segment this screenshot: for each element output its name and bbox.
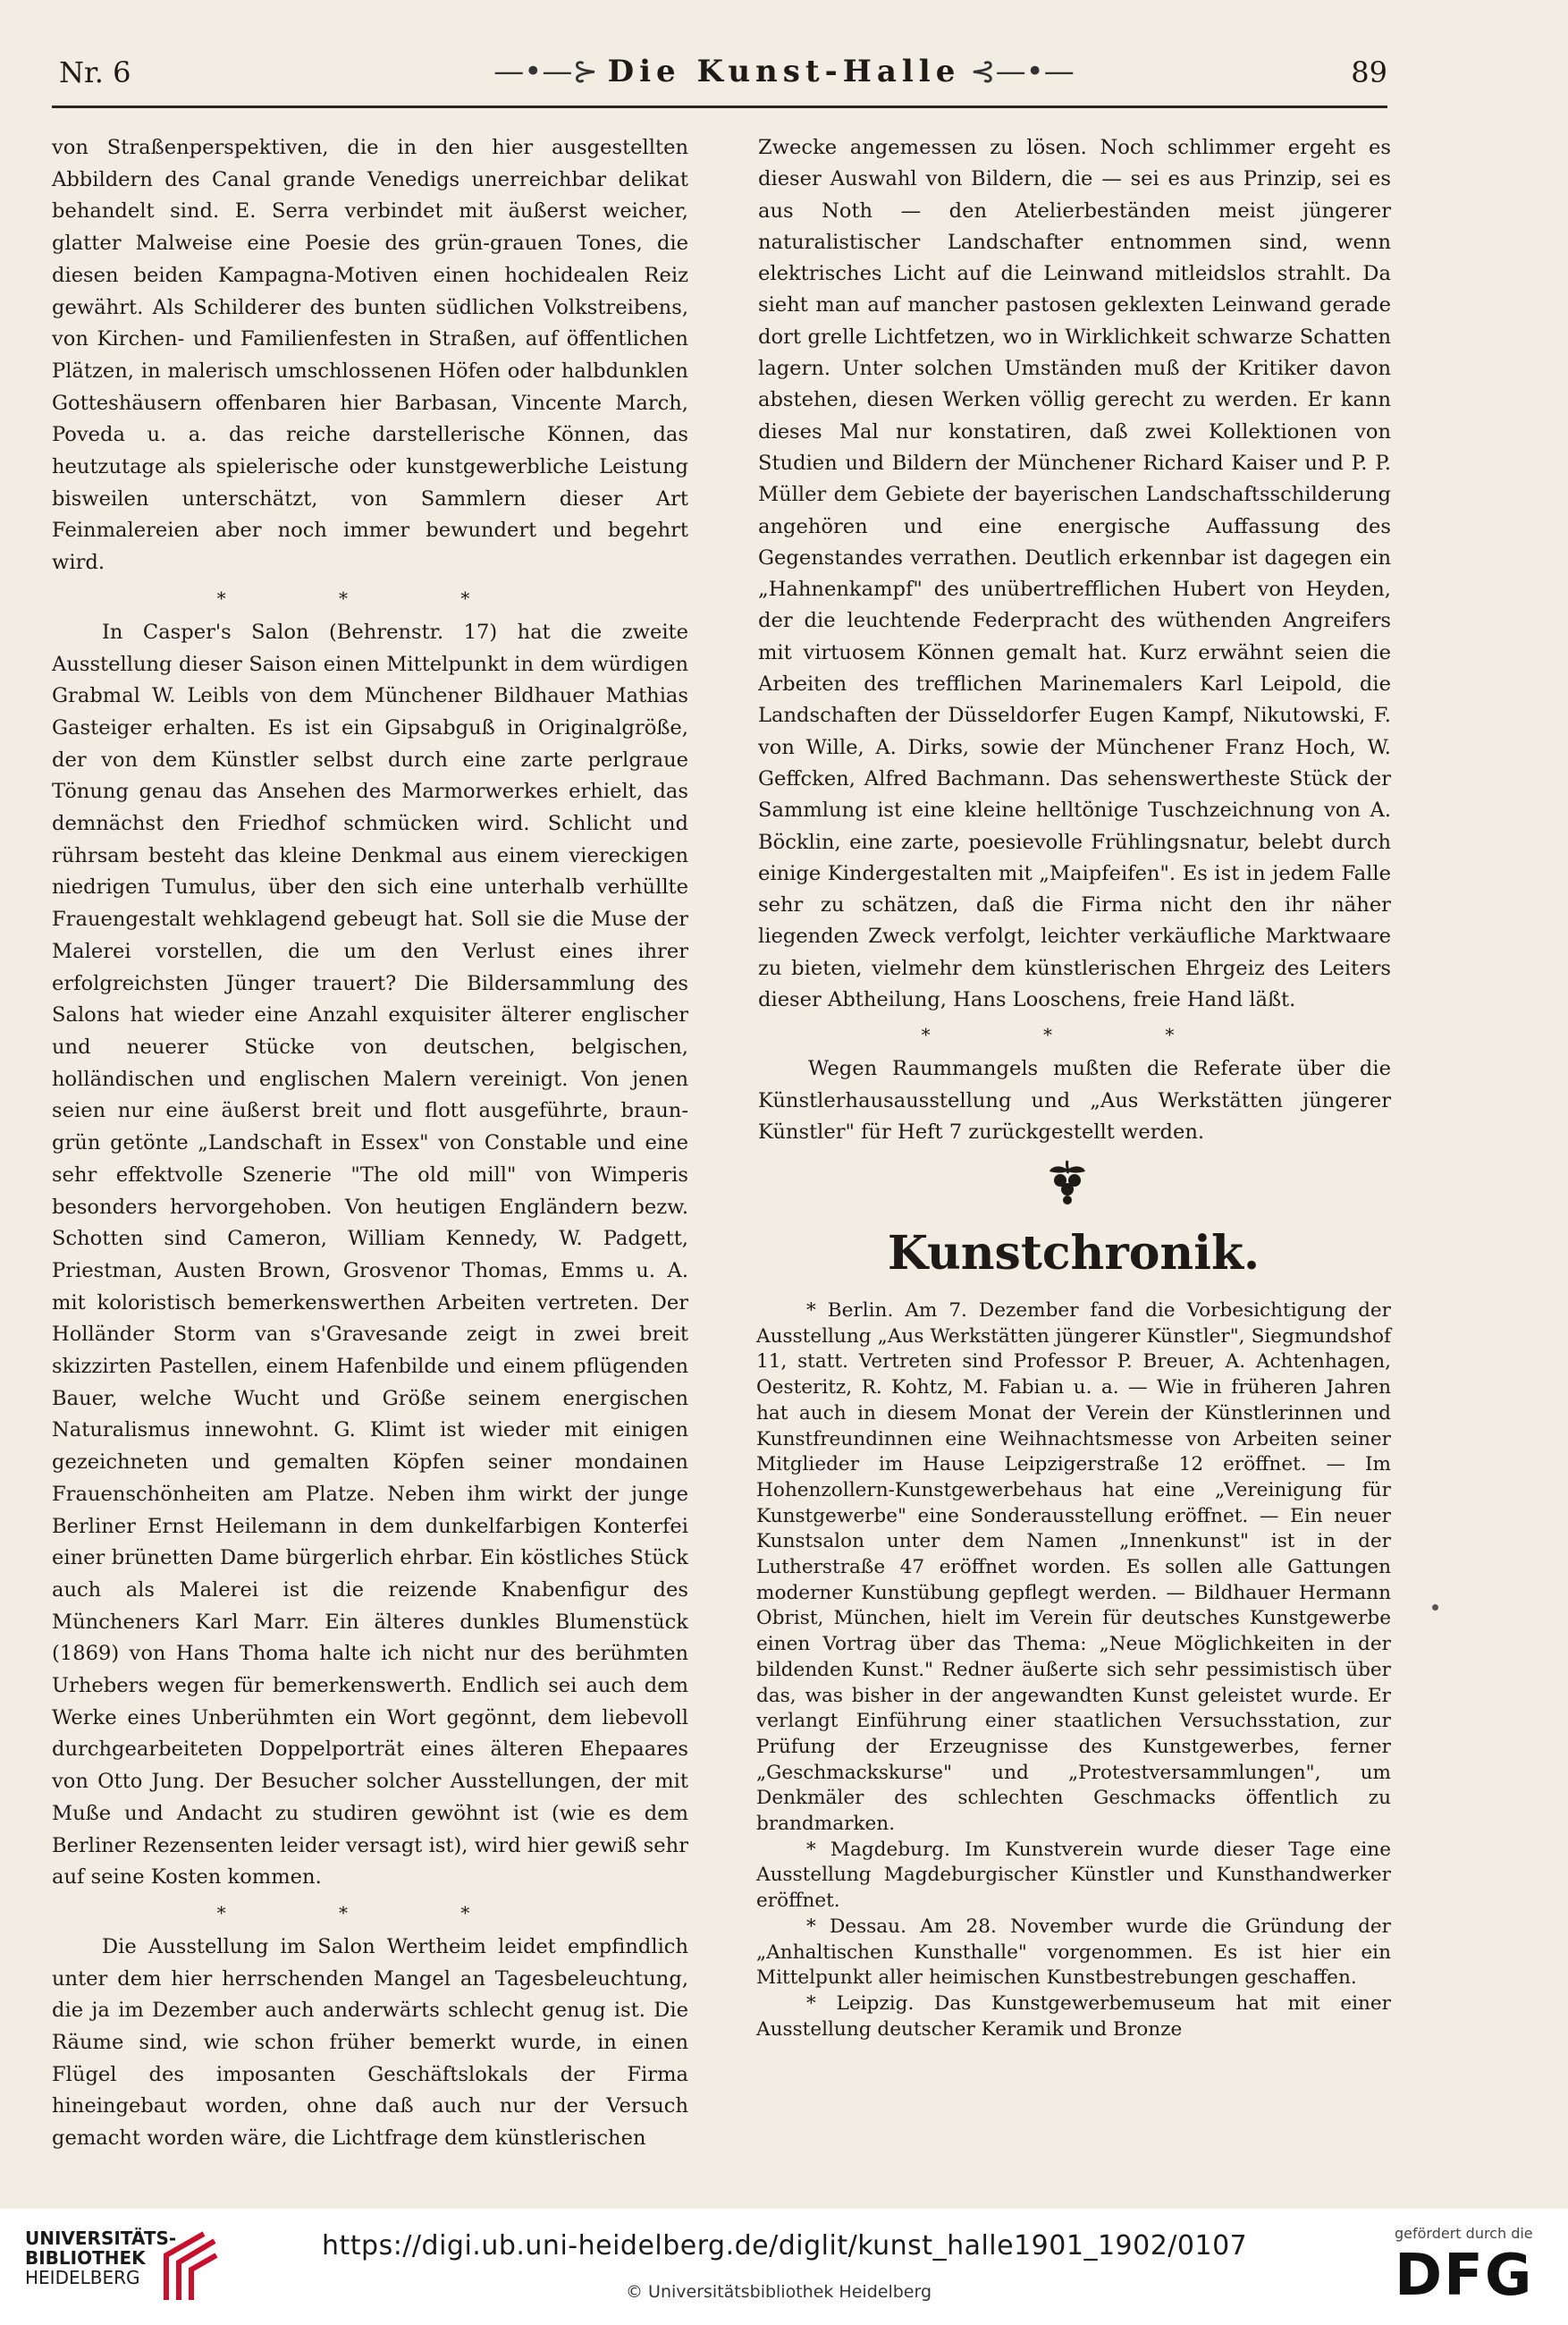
header-rule — [52, 106, 1387, 108]
issue-number: Nr. 6 — [59, 55, 131, 89]
library-emblem-icon — [159, 2228, 222, 2307]
funding-note: gefördert durch die — [1395, 2225, 1533, 2242]
chronicle-entry-dessau: * Dessau. Am 28. November wurde die Gründung der „Anhaltischen Kunsthalle" vorgenommen. Es ist hier ein Mittelpunkt aller heimischen Kunstbestrebungen geschaffen. — [756, 1915, 1391, 1990]
journal-title-text: Die Kunst-Halle — [607, 54, 961, 89]
copyright-note: © Universitätsbibliothek Heidelberg — [626, 2282, 932, 2302]
permalink-url[interactable]: https://digi.ub.uni-heidelberg.de/diglit/kunst_halle1901_1902/0107 — [322, 2230, 1248, 2262]
page-number: 89 — [1351, 55, 1387, 89]
left-column — [52, 132, 688, 2155]
section-separator: * * * — [216, 1901, 524, 1923]
grape-ornament-icon — [1042, 1157, 1092, 1207]
chronicle-entry-magdeburg: * Magdeburg. Im Kunstverein wurde dieser Tage eine Ausstellung Magdeburgischer Künstler und Kunsthandwerker eröffnet. — [756, 1838, 1391, 1913]
dfg-logo[interactable]: DFG — [1395, 2243, 1534, 2309]
header-ornament-left: —•—⊱ — [493, 54, 608, 89]
section-separator: * * * — [921, 1024, 1228, 1046]
chronicle-column — [756, 1298, 1391, 2042]
margin-mark — [1432, 1604, 1438, 1611]
section-separator: * * * — [216, 587, 524, 609]
journal-title — [465, 54, 1103, 89]
paragraph-right-1: Zwecke angemessen zu lösen. Noch schlimmer ergeht es dieser Auswahl von Bildern, die — sei es aus Prinzip, sei es aus Noth — den Atelierbeständen meist jüngerer naturalistischer Landschafter entnommen sind, wenn elektrisches Licht auf die Leinwand mitleidslos strahlt. Da sieht man auf mancher pastosen geklexten Leinwand gerade dort grelle Lichtfetzen, wo in Wirklichkeit schwarze Schatten lagern. Unter solchen Umständen muß der Kritiker davon abstehen, diesen Werken völlig gerecht zu werden. Er kann dieses Mal nur konstatiren, daß zwei Kollektionen von Studien und Bildern der Münchener Richard Kaiser und P. P. Müller dem Gebiete der bayerischen Landschaftsschilderung angehören und eine energische Auffassung des Gegenstandes verrathen. Deutlich erkennbar ist dagegen ein „Hahnenkampf" des unübertrefflichen Hubert von Heyden, der die leuchtende Federpracht des wüthenden Angreifers mit virtuosem Können gemalt hat. Kurz erwähnt seien die Arbeiten des trefflichen Marinemalers Karl Leipold, die Landschaften der Düsseldorfer Eugen Kampf, Nikutowski, F. von Wille, A. Dirks, sowie der Münchener Franz Hoch, W. Geffcken, Alfred Bachmann. Das sehenswertheste Stück der Sammlung ist eine kleine helltönige Tuschzeichnung von A. Böcklin, eine zarte, poesievolle Frühlingsnatur, belebt durch einige Kindergestalten mit „Maipfeifen". Es ist in jedem Falle sehr zu schätzen, daß die Firma nicht den ihr näher liegenden Zweck verfolgt, leichter verkäufliche Marktwaare zu bieten, vielmehr dem künstlerischen Ehrgeiz des Leiters dieser Abtheilung, Hans Looschens, freie Hand läßt. — [758, 136, 1391, 1012]
section-title-kunstchronik: Kunstchronik. — [887, 1226, 1260, 1281]
header-ornament-right: ⊰—•— — [960, 54, 1075, 89]
library-name: UNIVERSITÄTS- BIBLIOTHEK HEIDELBERG — [25, 2228, 177, 2288]
paragraph-right-2: Wegen Raummangels mußten die Referate über die Künstlerhausausstellung und „Aus Werkstätten jüngerer Künstler" für Heft 7 zurückgestellt werden. — [758, 1057, 1391, 1144]
right-column — [758, 132, 1391, 1148]
paragraph-left-3: Die Ausstellung im Salon Wertheim leidet empfindlich unter dem hier herrschenden Mangel an Tagesbeleuchtung, die ja im Dezember auch anderwärts schlecht genug ist. Die Räume sind, wie schon früher bemerkt wurde, in einen Flügel des imposanten Geschäftslokals der Firma hineingebaut worden, ohne daß auch nur der Versuch gemacht worden wäre, die Lichtfrage dem künstlerischen — [52, 1934, 688, 2151]
paragraph-left-1: von Straßenperspektiven, die in den hier ausgestellten Abbildern des Canal grande Venedigs unerreichbar delikat behandelt sind. E. Serra verbindet mit äußerst weicher, glatter Malweise eine Poesie des grün-grauen Tones, die diesen beiden Kampagna-Motiven einen hochidealen Reiz gewährt. Als Schilderer des bunten südlichen Volkstreibens, von Kirchen- und Familienfesten in Straßen, auf öffentlichen Plätzen, in malerisch umschlossenen Höfen oder halbdunklen Gotteshäusern offenbaren hier Barbasan, Vincente March, Poveda u. a. das reiche darstellerische Können, das heutzutage als spielerische oder kunstgewerbliche Leistung bisweilen unterschätzt, von Sammlern dieser Art Feinmalereien aber noch immer bewundert und begehrt wird. — [52, 136, 688, 575]
library-logo[interactable] — [25, 2228, 231, 2309]
chronicle-entry-leipzig: * Leipzig. Das Kunstgewerbemuseum hat mit einer Ausstellung deutscher Keramik und Bronze — [756, 1991, 1391, 2041]
chronicle-entry-berlin: * Berlin. Am 7. Dezember fand die Vorbesichtigung der Ausstellung „Aus Werkstätten jüngerer Künstler", Siegmundshof 11, statt. Vertreten sind Professor P. Breuer, A. Achtenhagen, Oesteritz, R. Kohtz, M. Fabian u. a. — Wie in früheren Jahren hat auch in diesem Monat der Verein der Künstlerinnen und Kunstfreundinnen eine Weihnachtsmesse von Arbeiten seiner Mitglieder im Hause Leipzigerstraße 12 eröffnet. — Im Hohenzollern-Kunstgewerbehaus hat eine „Vereinigung für Kunstgewerbe" eine Sonderausstellung eröffnet. — Ein neuer Kunstsalon unter dem Namen „Innenkunst" ist in der Lutherstraße 47 eröffnet worden. Es sollen alle Gattungen moderner Kunstübung gepflegt werden. — Bildhauer Hermann Obrist, München, hielt im Verein für deutsches Kunstgewerbe einen Vortrag über das Thema: „Neue Möglichkeiten in der bildenden Kunst." Redner äußerte sich sehr pessimistisch über das, was bisher in der angewandten Kunst geleistet wurde. Er verlangt Einführung einer staatlichen Versuchsstation, zur Prüfung der Erzeugnisse des Kunstgewerbes, ferner „Geschmackskurse" und „Protestversammlungen", um Denkmäler des schlechten Geschmacks öffentlich zu brandmarken. — [756, 1299, 1391, 1836]
viewer-footer — [0, 2209, 1568, 2325]
paragraph-left-2: In Casper's Salon (Behrenstr. 17) hat die zweite Ausstellung dieser Saison einen Mittelpunkt in dem würdigen Grabmal W. Leibls von dem Münchener Bildhauer Mathias Gasteiger erhalten. Es ist ein Gipsabguß in Originalgröße, der von dem Künstler selbst durch eine zarte perlgraue Tönung genau das Ansehen des Marmorwerkes erhielt, das demnächst den Friedhof schmücken wird. Schlicht und rührsam besteht das kleine Denkmal aus einem viereckigen niedrigen Tumulus, über den sich eine unterhalb verhüllte Frauengestalt wehklagend gebeugt hat. Soll sie die Muse der Malerei vorstellen, die um den Verlust eines ihrer erfolgreichsten Jünger trauert? Die Bildersammlung des Salons hat wieder eine Anzahl exquisiter älterer englischer und neuerer Stücke von deutschen, belgischen, holländischen und englischen Malern vereinigt. Von jenen seien nur eine äußerst breit und flott ausgeführte, braun-grün getönte „Landschaft in Essex" von Constable und eine sehr effektvolle Szenerie "The old mill" von Wimperis besonders hervorgehoben. Von heutigen Engländern bezw. Schotten sind Cameron, William Kennedy, W. Padgett, Priestman, Austen Brown, Grosvenor Thomas, Emms u. A. mit koloristisch bemerkenswerthen Arbeiten vertreten. Der Holländer Storm van s'Gravesande zeigt in zwei breit skizzirten Pastellen, einem Hafenbilde und einem pflügenden Bauer, welche Wucht und Größe seinem energischen Naturalismus innewohnt. G. Klimt ist wieder mit einigen gezeichneten und gemalten Köpfen seiner mondainen Frauenschönheiten am Platze. Neben ihm wirkt der junge Berliner Ernst Heilemann in dem dunkelfarbigen Konterfei einer brünetten Dame bürgerlich ehrbar. Ein köstliches Stück auch als Malerei ist die reizende Knabenfigur des Müncheners Karl Marr. Ein älteres dunkles Blumenstück (1869) von Hans Thoma halte ich nicht nur des berühmten Urhebers wegen für bemerkenswerth. Endlich sei auch dem Werke eines Unberühmten ein Wort gegönnt, dem liebevoll durchgearbeiteten Doppelporträt eines älteren Ehepaares von Otto Jung. Der Besucher solcher Ausstellungen, der mit Muße und Andacht zu studiren gewöhnt ist (wie es dem Berliner Rezensenten leider versagt ist), wird hier gewiß sehr auf seine Kosten kommen. — [52, 620, 688, 1890]
